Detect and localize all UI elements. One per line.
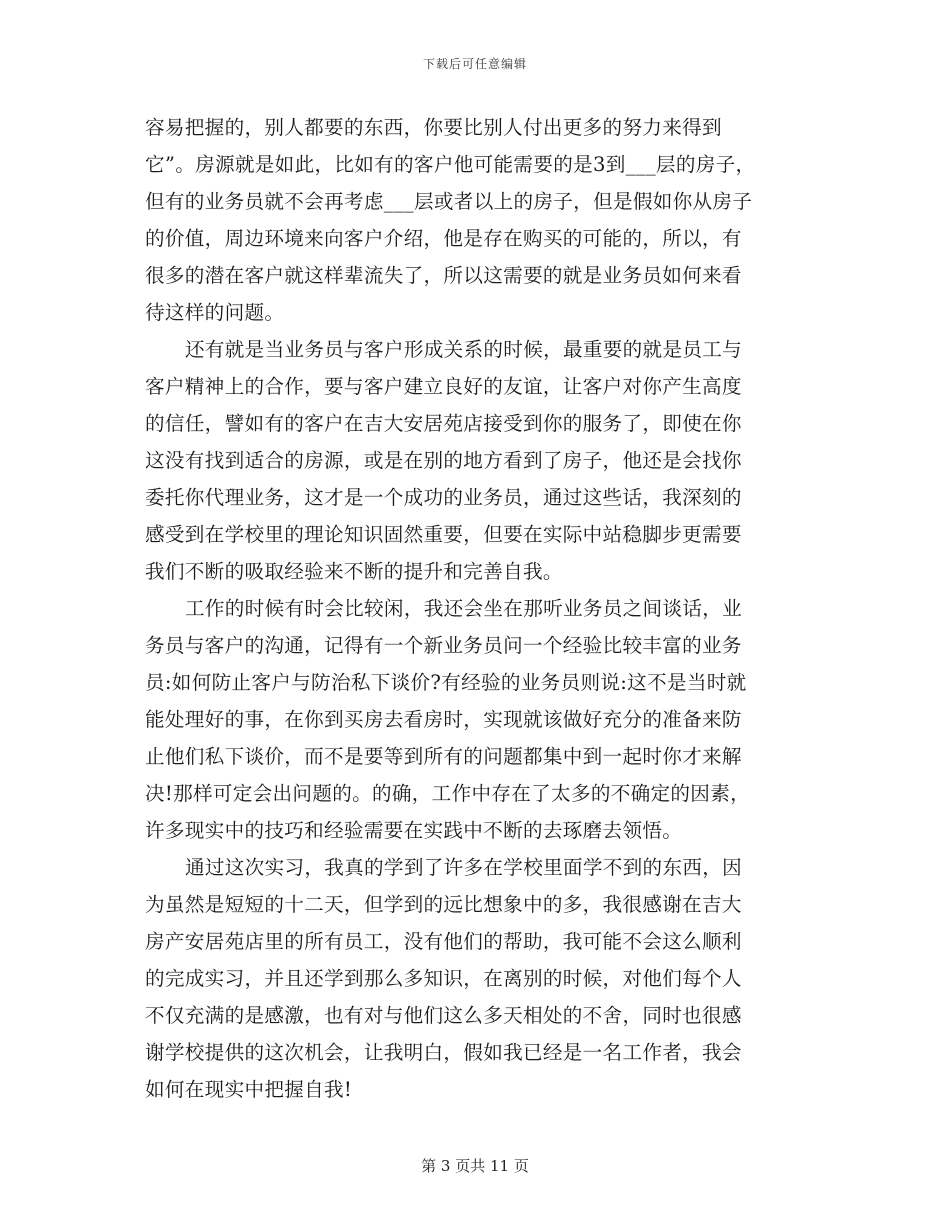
text-line: 这没有找到适合的房源，或是在别的地方看到了房子，他还是会找你 xyxy=(145,449,742,472)
page-header: 下载后可任意编辑 xyxy=(422,57,527,71)
text-line: 决!那样可定会出问题的。的确，工作中存在了太多的不确定的因素， xyxy=(145,782,750,805)
text-line: 很多的潜在客户就这样辈流失了，所以这需要的就是业务员如何来看 xyxy=(145,264,742,287)
text-line: 不仅充满的是感激，也有对与他们这么多天相处的不舍，同时也很感 xyxy=(145,1004,742,1027)
text-line: 我们不断的吸取经验来不断的提升和完善自我。 xyxy=(145,560,563,583)
text-line: 能处理好的事，在你到买房去看房时，实现就该做好充分的准备来防 xyxy=(145,708,742,731)
text-line: 谢学校提供的这次机会，让我明白，假如我已经是一名工作者，我会 xyxy=(145,1041,742,1064)
page-number-footer: 第 3 页共 11 页 xyxy=(421,1157,529,1175)
text-line: 为虽然是短短的十二天，但学到的远比想象中的多，我很感谢在吉大 xyxy=(145,893,742,916)
text-line: 待这样的问题。 xyxy=(145,301,285,324)
text-line: 务员与客户的沟通，记得有一个新业务员问一个经验比较丰富的业务 xyxy=(145,634,742,657)
text-line: 的价值，周边环境来向客户介绍，他是存在购买的可能的，所以，有 xyxy=(145,227,742,250)
text-line: 房产安居苑店里的所有员工，没有他们的帮助，我可能不会这么顺利 xyxy=(145,930,742,953)
text-line: 止他们私下谈价，而不是要等到所有的问题都集中到一起时你才来解 xyxy=(145,745,742,768)
text-line: 感受到在学校里的理论知识固然重要，但要在实际中站稳脚步更需要 xyxy=(145,523,742,546)
paragraph-first-line: 还有就是当业务员与客户形成关系的时候，最重要的就是员工与 xyxy=(185,338,743,361)
text-line: 的信任，譬如有的客户在吉大安居苑店接受到你的服务了，即使在你 xyxy=(145,412,742,435)
paragraph-first-line: 工作的时候有时会比较闲，我还会坐在那听业务员之间谈话，业 xyxy=(185,597,743,620)
text-line: 的完成实习，并且还学到那么多知识，在离别的时候，对他们每个人 xyxy=(145,967,742,990)
text-line: 容易把握的，别人都要的东西，你要比别人付出更多的努力来得到 xyxy=(145,116,722,139)
text-line: 委托你代理业务，这才是一个成功的业务员，通过这些话，我深刻的 xyxy=(145,486,742,509)
document-body xyxy=(145,109,795,1108)
text-line: 许多现实中的技巧和经验需要在实践中不断的去琢磨去领悟。 xyxy=(145,819,683,842)
text-line: 它”。房源就是如此，比如有的客户他可能需要的是3到___层的房子， xyxy=(145,153,756,176)
paragraph-first-line: 通过这次实习，我真的学到了许多在学校里面学不到的东西，因 xyxy=(185,856,743,879)
text-line: 员:如何防止客户与防治私下谈价?有经验的业务员则说:这不是当时就 xyxy=(145,671,747,694)
text-line: 客户精神上的合作，要与客户建立良好的友谊，让客户对你产生高度 xyxy=(145,375,742,398)
text-line: 如何在现实中把握自我! xyxy=(145,1078,353,1101)
text-line: 但有的业务员就不会再考虑___层或者以上的房子，但是假如你从房子 xyxy=(145,190,753,213)
